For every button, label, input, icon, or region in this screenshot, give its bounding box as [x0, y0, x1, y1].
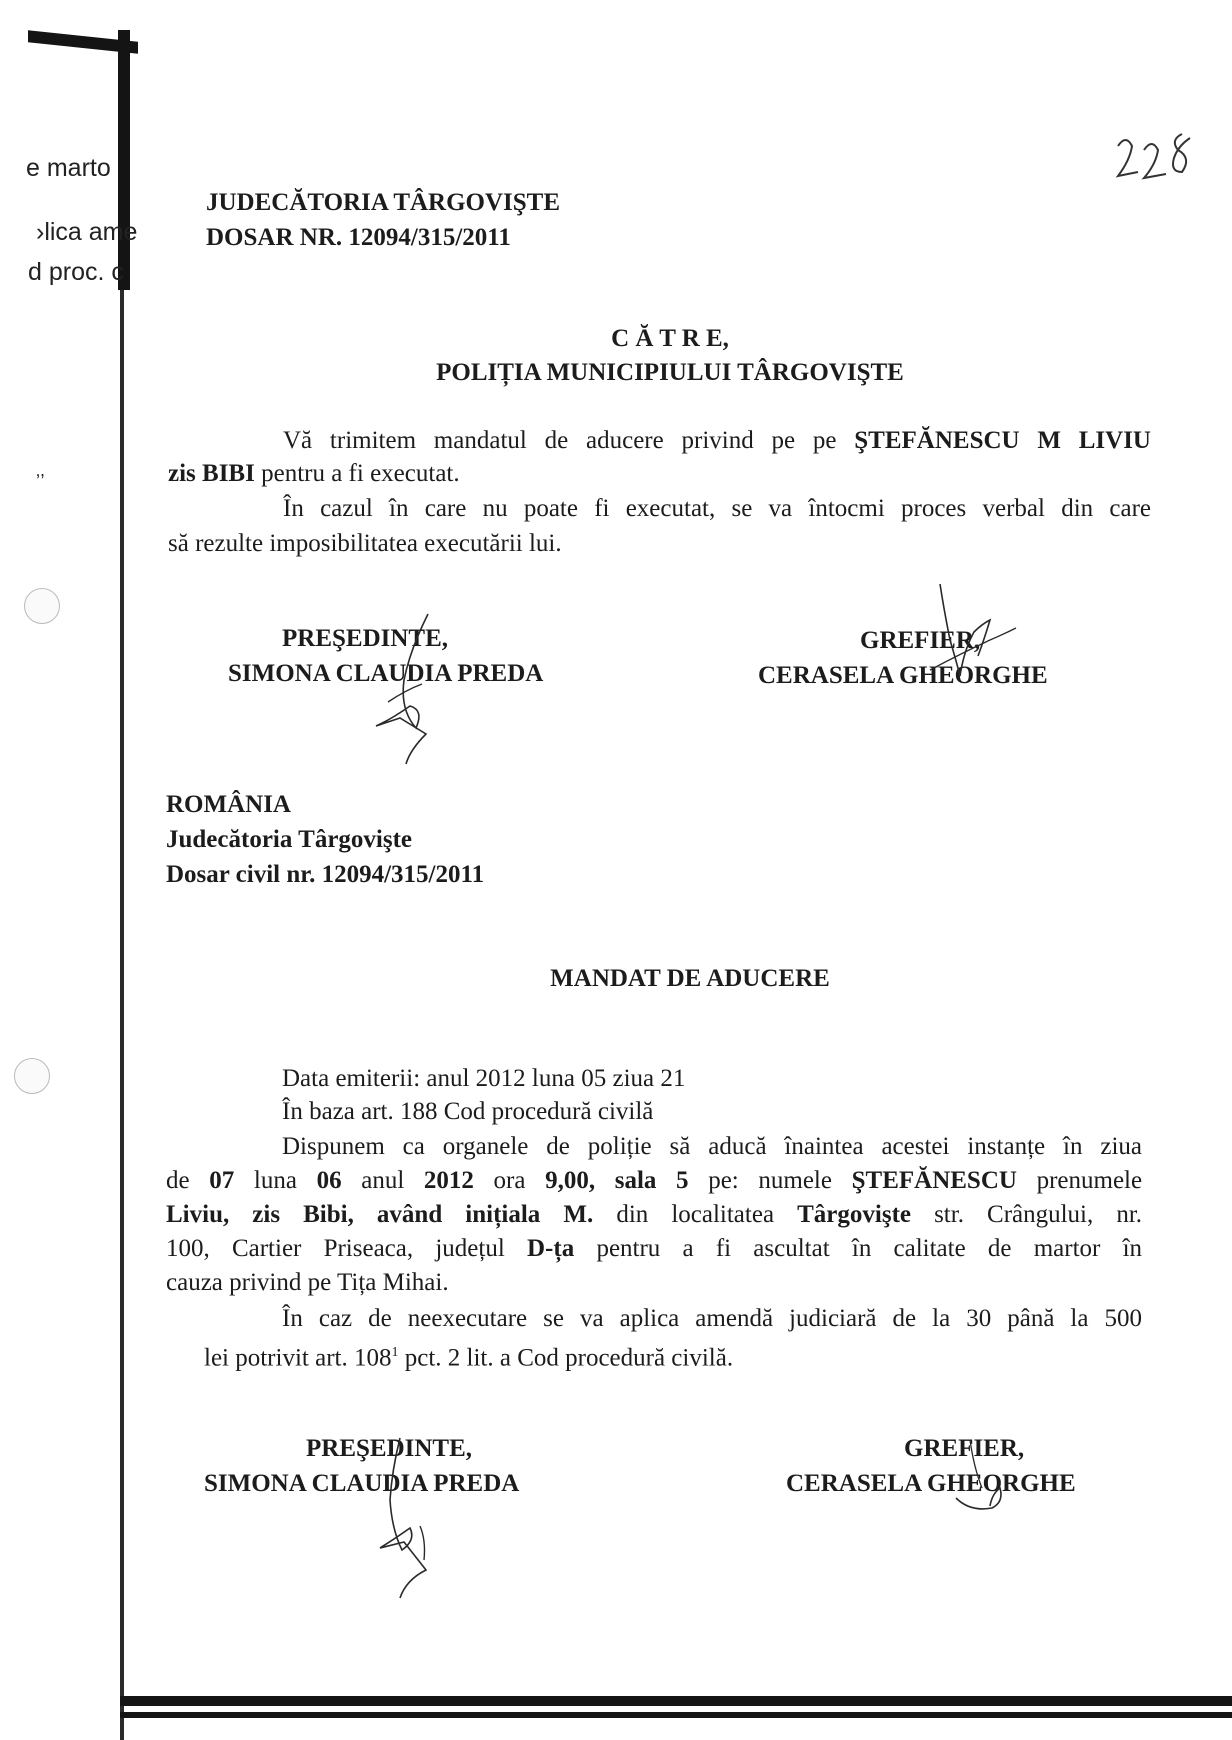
mandate-room: sala 5 — [614, 1167, 689, 1194]
mandate-de: de — [166, 1167, 190, 1194]
mandate-fine-line-2 — [204, 1336, 733, 1374]
signature-icon — [340, 610, 460, 770]
mandate-fine-article: lei potrivit art. 108 — [204, 1344, 392, 1372]
bottom-edge-band-2 — [120, 1712, 1232, 1718]
mandate-president-signature — [340, 1430, 460, 1600]
mandate-year: 2012 — [423, 1167, 474, 1194]
letter-p1-zis: zis — [168, 460, 196, 487]
mandate-county: D-ța — [527, 1235, 575, 1262]
letter-p1-text: Vă trimitem mandatul de aducere privind pe — [283, 427, 796, 454]
mandate-clerk-title: GREFIER, — [904, 1435, 1025, 1462]
margin-fragment-1: e marto — [26, 154, 111, 182]
signature-icon — [340, 1430, 460, 1600]
mandate-given-name: Liviu, zis Bibi, având inițiala M. — [166, 1201, 594, 1228]
letter-president-signature — [340, 610, 460, 770]
letter-paragraph-2-line-2: să rezulte imposibilitatea executării lui. — [168, 530, 562, 557]
signature-icon — [930, 1428, 1040, 1538]
margin-fragment-4: ‚, — [36, 460, 45, 480]
mandate-order-line-3 — [166, 1198, 1142, 1231]
letter-clerk-name: CERASELA GHEORGHE — [758, 662, 1048, 689]
mandate-luna: luna — [253, 1167, 297, 1194]
letter-paragraph-2-line-1: În cazul în care nu poate fi executat, se va întocmi proces verbal din care — [283, 495, 1151, 522]
letter-paragraph-1-line-1: Vă trimitem mandatul de aducere privind pe pe ŞTEFĂNESCU M LIVIU — [283, 427, 1151, 454]
mandate-legal-basis: În baza art. 188 Cod procedură civilă — [282, 1098, 654, 1125]
letter-file-number: DOSAR NR. 12094/315/2011 — [206, 224, 511, 251]
mandate-anul: anul — [361, 1167, 405, 1194]
margin-fragment-3: d proc. c — [28, 258, 124, 286]
letter-recipient: POLIȚIA MUNICIPIULUI TÂRGOVIŞTE — [436, 359, 904, 386]
punch-hole-bottom — [14, 1058, 50, 1094]
mandate-day: 07 — [209, 1167, 235, 1194]
mandate-president-title: PREŞEDINTE, — [306, 1435, 473, 1462]
mandate-country: ROMÂNIA — [166, 791, 291, 818]
letter-p1-end: pentru a fi executat. — [261, 460, 460, 487]
mandate-pe-numele: pe: numele — [708, 1167, 832, 1194]
letter-paragraph-1-line-2 — [168, 457, 460, 490]
handwritten-228-icon — [1112, 128, 1202, 198]
mandate-file-number: Dosar civil nr. 12094/315/2011 — [166, 861, 485, 888]
mandate-town: Târgovişte — [797, 1201, 911, 1228]
letter-president-name: SIMONA CLAUDIA PREDA — [228, 660, 544, 687]
mandate-clerk-name: CERASELA GHEORGHE — [786, 1470, 1076, 1497]
mandate-president-name: SIMONA CLAUDIA PREDA — [204, 1470, 520, 1497]
mandate-order-line-2 — [166, 1164, 1142, 1197]
mandate-purpose: pentru a fi ascultat în calitate de martor în — [596, 1235, 1143, 1262]
mandate-month: 06 — [316, 1167, 342, 1194]
mandate-fine-superscript: 1 — [391, 1345, 399, 1360]
mandate-fine-line-1: În caz de neexecutare se va aplica amendă judiciară de la 30 până la 500 — [282, 1305, 1142, 1332]
mandate-surname: ŞTEFĂNESCU — [851, 1167, 1017, 1194]
mandate-order-line-1: Dispunem ca organele de poliție să aducă înaintea acestei instanțe în ziua — [282, 1133, 1142, 1160]
mandate-prenumele: prenumele — [1036, 1167, 1143, 1194]
mandate-order-line-5: cauza privind pe Tița Mihai. — [166, 1269, 449, 1296]
letter-p1-bibi: BIBI — [202, 460, 255, 487]
mandate-issue-date: Data emiterii: anul 2012 luna 05 ziua 21 — [282, 1065, 686, 1092]
margin-fragment-2: ›lica ame — [36, 218, 138, 246]
punch-hole-top — [24, 588, 60, 624]
mandate-address: 100, Cartier Priseaca, județul — [166, 1235, 505, 1262]
mandate-ora: ora — [493, 1167, 526, 1194]
mandate-hour: 9,00, — [545, 1167, 596, 1194]
mandate-din-localitatea: din localitatea — [616, 1201, 775, 1228]
signature-icon — [920, 580, 1030, 710]
letter-clerk-title: GREFIER, — [860, 627, 981, 654]
binding-edge-top — [118, 30, 130, 290]
mandate-street: str. Crângului, nr. — [934, 1201, 1143, 1228]
letter-addressee-label: C Ă T R E, — [611, 325, 729, 352]
mandate-order-line-4 — [166, 1232, 1142, 1265]
letter-p1-name: ŞTEFĂNESCU M LIVIU — [854, 427, 1151, 454]
handwritten-page-number — [1112, 128, 1202, 198]
mandate-fine-rest: pct. 2 lit. a Cod procedură civilă. — [404, 1344, 734, 1372]
letter-president-title: PREŞEDINTE, — [282, 625, 449, 652]
bottom-edge-band — [120, 1696, 1232, 1706]
mandate-clerk-signature — [930, 1428, 1040, 1538]
mandate-court-name: Judecătoria Târgovişte — [166, 826, 413, 853]
letter-court-name: JUDECĂTORIA TÂRGOVIŞTE — [206, 189, 561, 216]
mandate-title: MANDAT DE ADUCERE — [550, 965, 830, 992]
letter-clerk-signature — [920, 580, 1030, 710]
